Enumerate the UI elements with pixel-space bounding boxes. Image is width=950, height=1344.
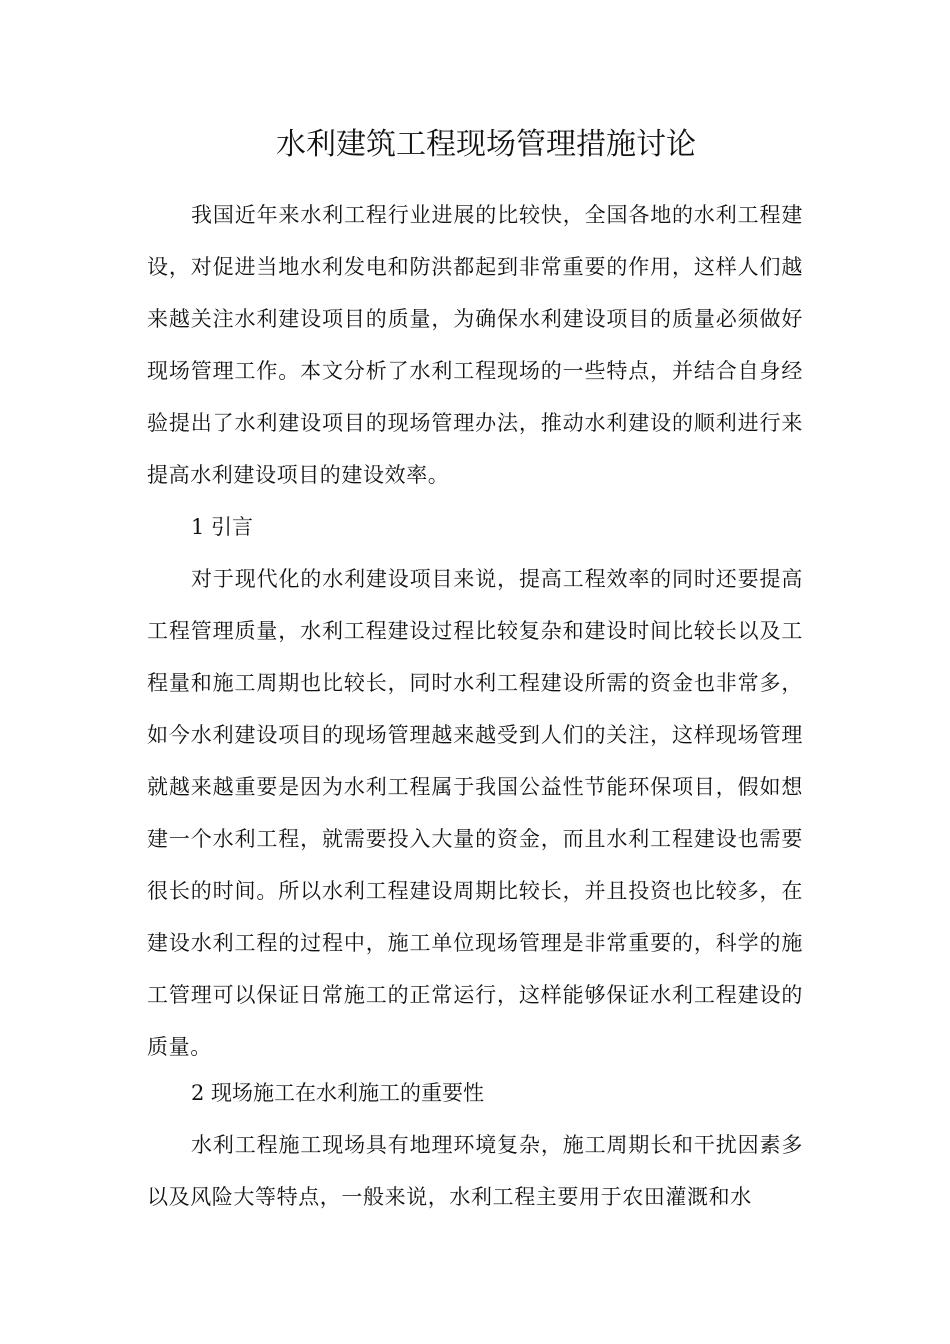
introduction-paragraph: 对于现代化的水利建设项目来说，提高工程效率的同时还要提高工程管理质量，水利工程建设过程比较复杂和建设时间比较长以及工程量和施工周期也比较长，同时水利工程建设所需的资金也非常多，如今水利建设项目的现场管理越来越受到人们的关注，这样现场管理就越来越重要是因为水利工程属于我国公益性节能环保项目，假如想建一个水利工程，就需要投入大量的资金，而且水利工程建设也需要很长的时间。所以水利工程建设周期比较长，并且投资也比较多，在建设水利工程的过程中，施工单位现场管理是非常重要的，科学的施工管理可以保证日常施工的正常运行，这样能够保证水利工程建设的质量。 xyxy=(147,567,803,1059)
section-heading-introduction: 1 引言 xyxy=(191,515,254,539)
intro-paragraph: 我国近年来水利工程行业进展的比较快，全国各地的水利工程建设，对促进当地水利发电和防洪都起到非常重要的作用，这样人们越来越关注水利建设项目的质量，为确保水利建设项目的质量必须做好现场管理工作。本文分析了水利工程现场的一些特点，并结合自身经验提出了水利建设项目的现场管理办法，推动水利建设的顺利进行来提高水利建设项目的建设效率。 xyxy=(147,203,803,487)
section-heading-importance: 2 现场施工在水利施工的重要性 xyxy=(191,1081,485,1105)
importance-paragraph: 水利工程施工现场具有地理环境复杂，施工周期长和干扰因素多以及风险大等特点，一般来说，水利工程主要用于农田灌溉和水 xyxy=(147,1133,803,1209)
document-title: 水利建筑工程现场管理措施讨论 xyxy=(276,127,696,162)
